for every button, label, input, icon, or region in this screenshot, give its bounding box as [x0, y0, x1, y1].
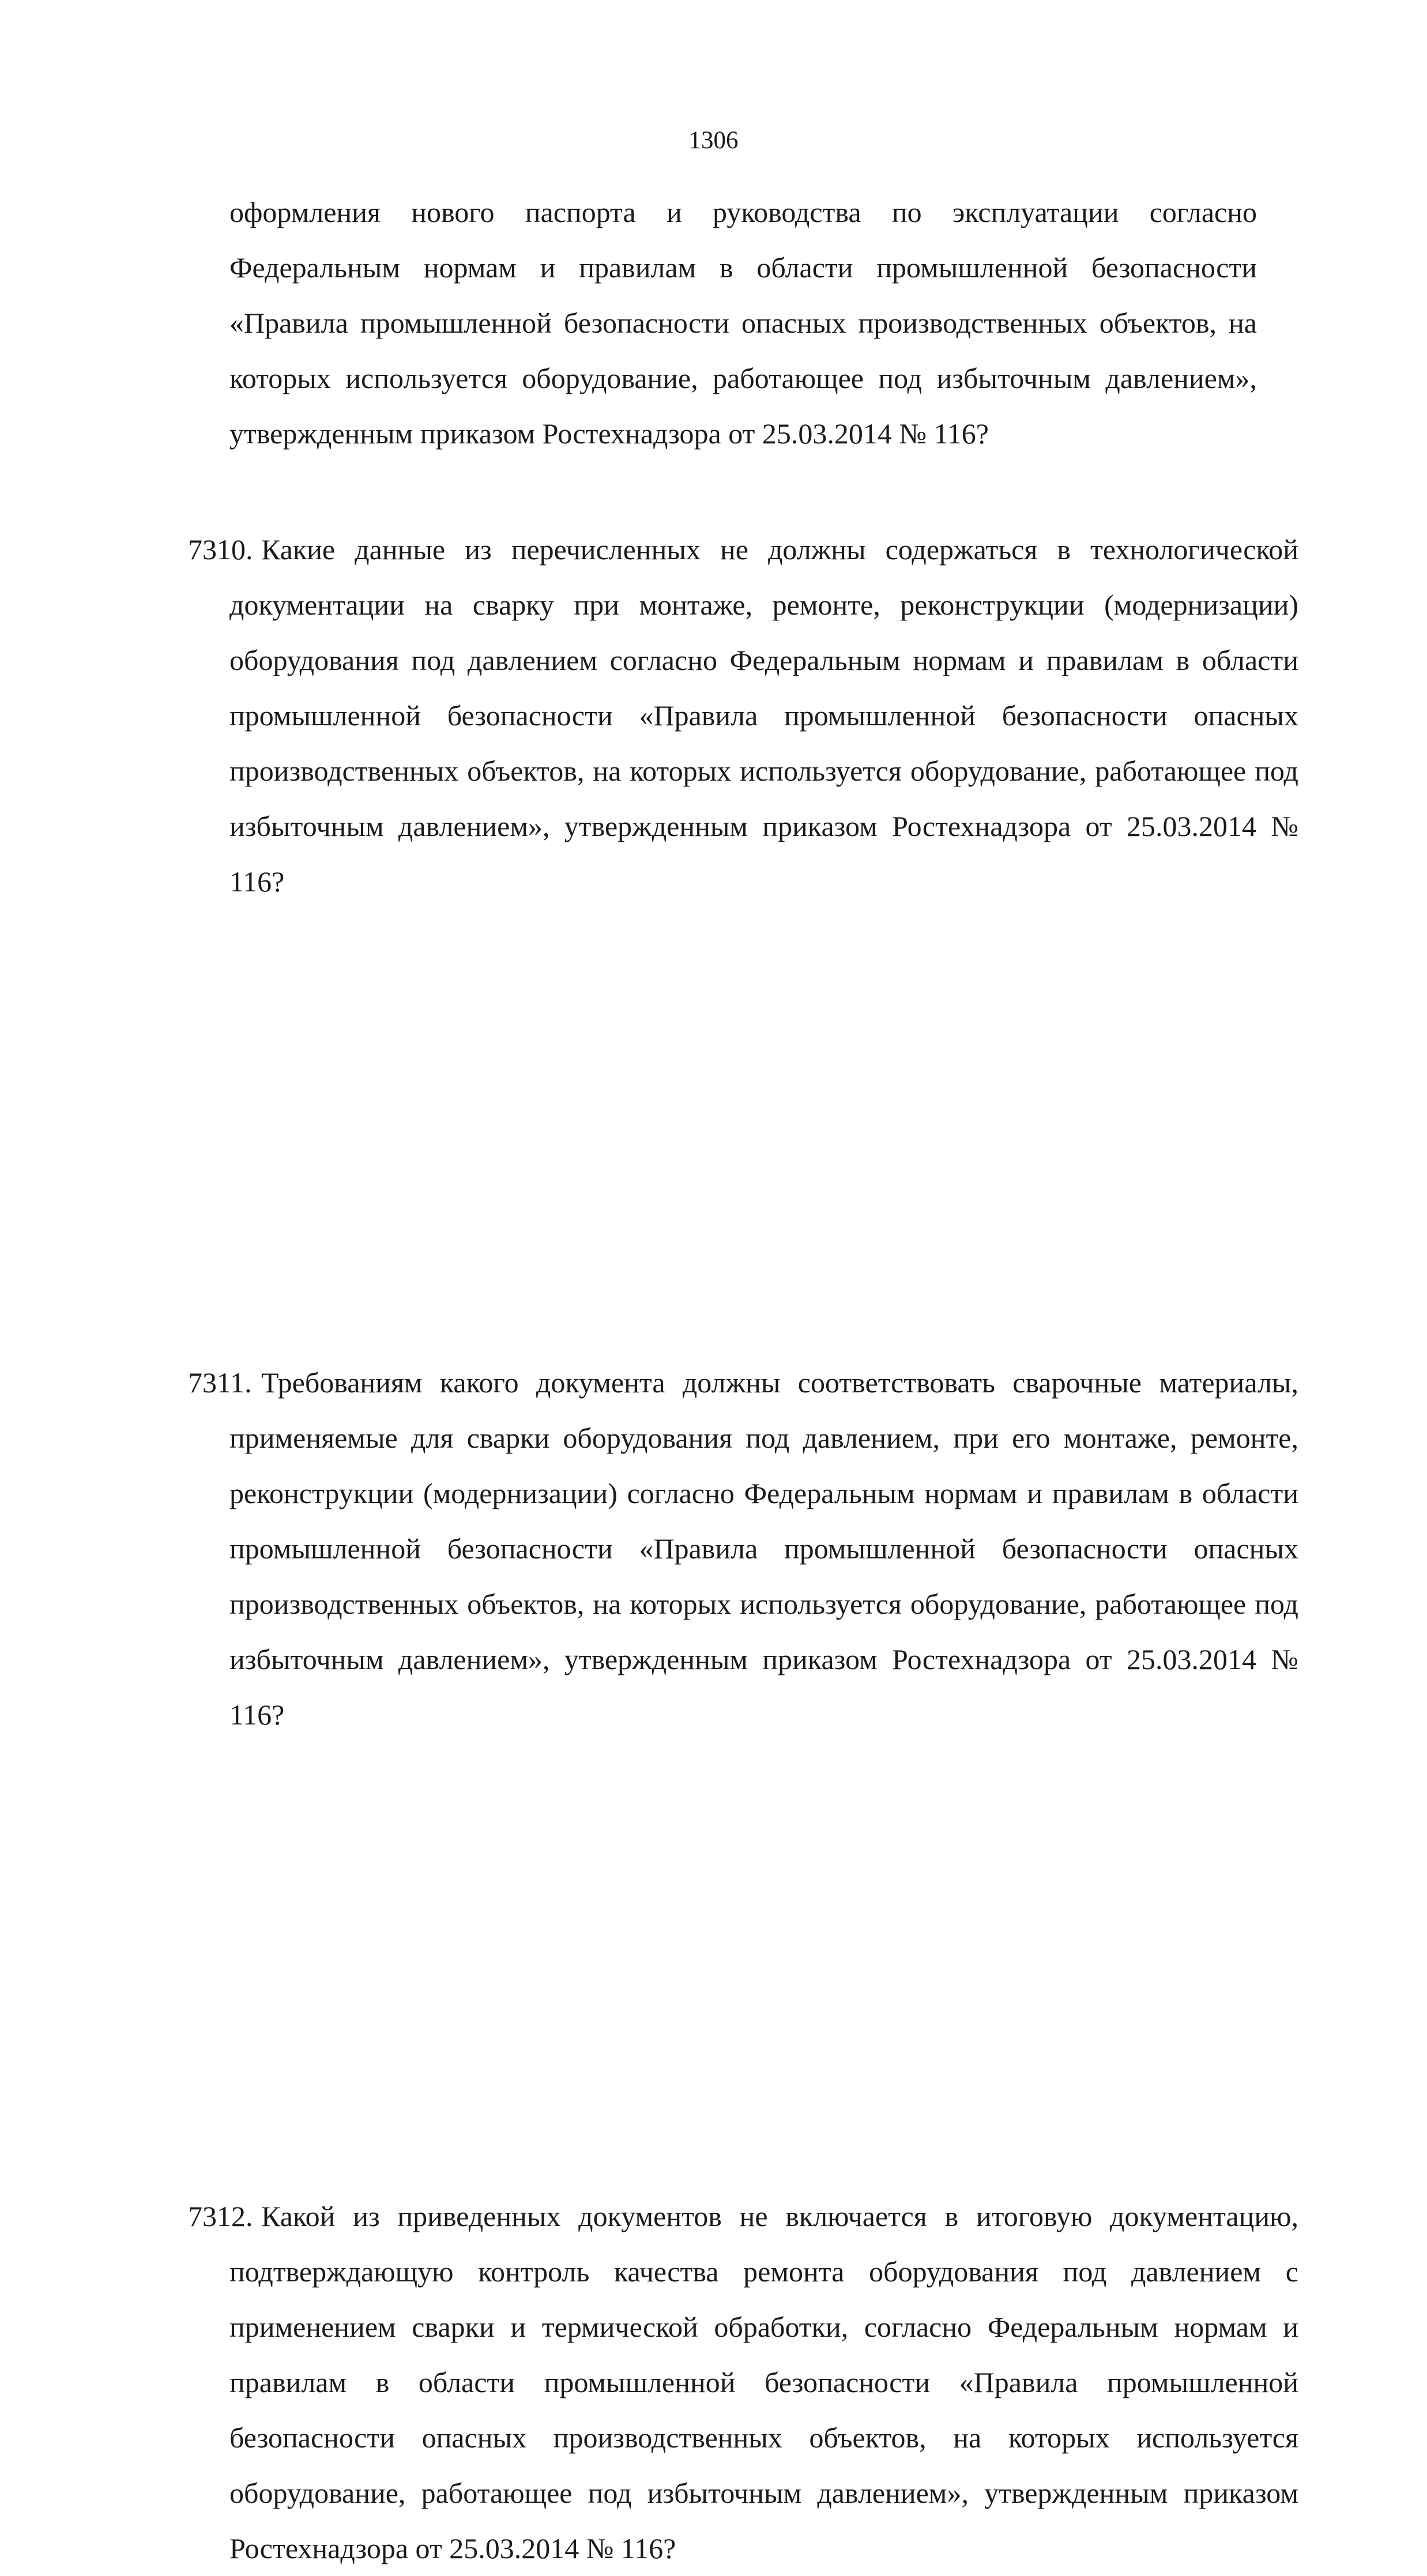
question-number: 7311.	[188, 1366, 252, 1399]
question-text: Какие данные из перечисленных не должны содержаться в технологической документации на сварку при монтаже, ремонте, реконструкции (модернизации) оборудования под давлением согласно Федеральным нормам и правилам в области промышленной безопасности «Правила промышленной безопасности опасных производственных объектов, на которых используется оборудование, работающее под избыточным давлением», утвержденным приказом Ростехнадзора от 25.03.2014 № 116?	[229, 533, 1298, 898]
question-7312	[188, 2189, 1298, 2576]
question-number: 7312.	[188, 2200, 253, 2232]
question-text: Какой из приведенных документов не включается в итоговую документацию, подтверждающую контроль качества ремонта оборудования под давлением с применением сварки и термической обработки, согласно Федеральным нормам и правилам в области промышленной безопасности «Правила промышленной безопасности опасных производственных объектов, на которых используется оборудование, работающее под избыточным давлением», утвержденным приказом Ростехнадзора от 25.03.2014 № 116?	[229, 2200, 1298, 2564]
continued-question-text: оформления нового паспорта и руководства по эксплуатации согласно Федеральным нормам и правилам в области промышленной безопасности «Правила промышленной безопасности опасных производственных объектов, на которых используется оборудование, работающее под избыточным давлением», утвержденным приказом Ростехнадзора от 25.03.2014 № 116?	[229, 196, 1257, 450]
page-number: 1306	[688, 127, 739, 154]
question-number: 7310.	[188, 533, 253, 566]
question-7310	[188, 522, 1298, 909]
question-7311	[188, 1355, 1298, 1742]
question-text: Требованиям какого документа должны соответствовать сварочные материалы, применяемые для сварки оборудования под давлением, при его монтаже, ремонте, реконструкции (модернизации) согласно Федеральным нормам и правилам в области промышленной безопасности «Правила промышленной безопасности опасных производственных объектов, на которых используется оборудование, работающее под избыточным давлением», утвержденным приказом Ростехнадзора от 25.03.2014 № 116?	[229, 1366, 1298, 1731]
